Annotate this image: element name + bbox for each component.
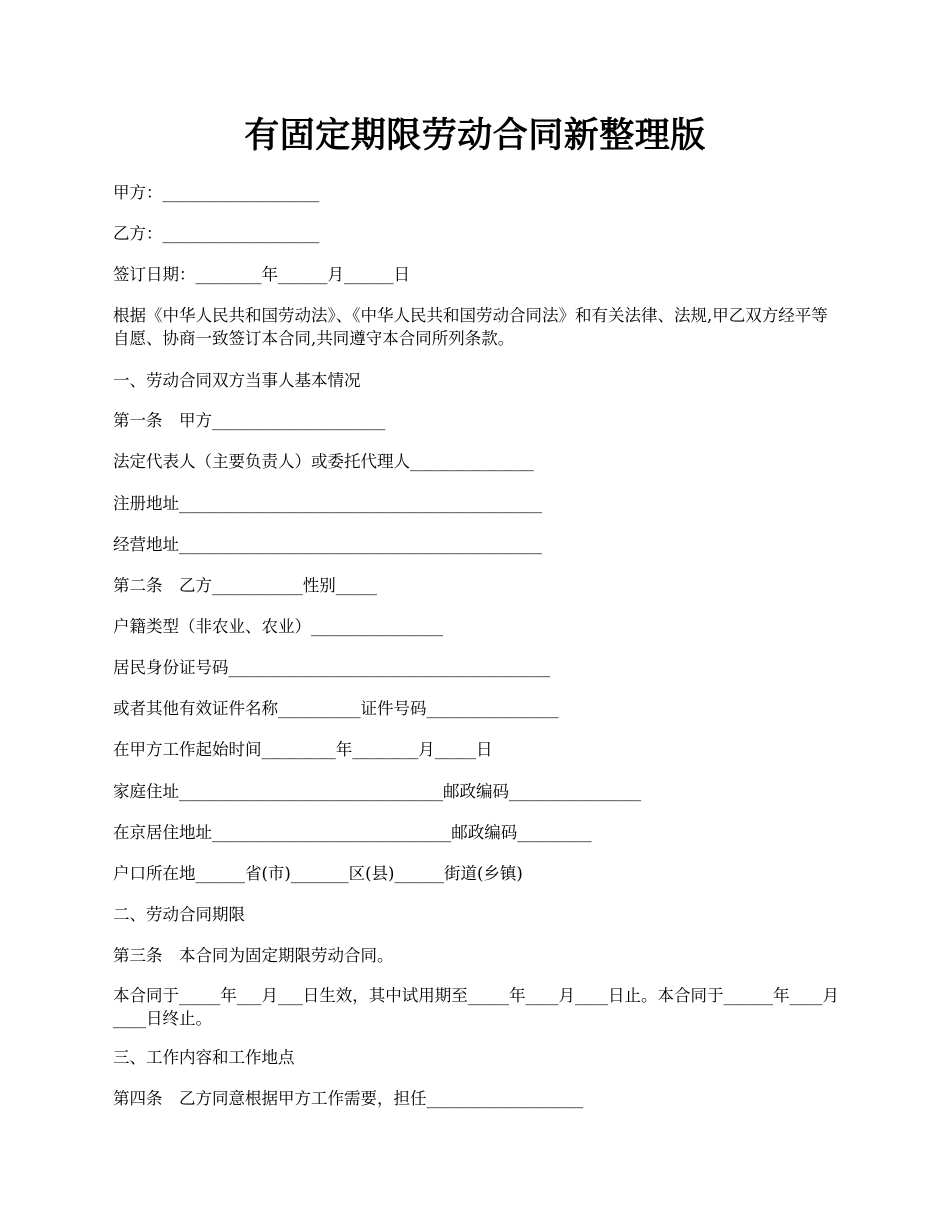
- business-address-line: 经营地址____________________________________________: [113, 535, 542, 554]
- article-1-line: 第一条 甲方_____________________: [113, 411, 386, 430]
- registered-address-line: 注册地址____________________________________________: [113, 494, 542, 513]
- beijing-address-line: 在京居住地址_____________________________邮政编码_________: [113, 823, 592, 842]
- party-a-line: 甲方：___________________: [113, 183, 320, 202]
- article-4-line: 第四条 乙方同意根据甲方工作需要，担任___________________: [113, 1089, 584, 1108]
- document-title: 有固定期限劳动合同新整理版: [244, 115, 706, 156]
- article-3-line: 第三条 本合同为固定期限劳动合同。: [113, 946, 394, 965]
- section-heading-2: 二、劳动合同期限: [113, 905, 245, 924]
- other-certificate-line: 或者其他有效证件名称__________证件号码________________: [113, 699, 559, 718]
- id-number-line: 居民身份证号码_______________________________________: [113, 658, 551, 677]
- article-2-line: 第二条 乙方___________性别_____: [113, 576, 377, 595]
- legal-representative-line: 法定代表人（主要负责人）或委托代理人_______________: [113, 452, 534, 471]
- household-type-line: 户籍类型（非农业、农业）________________: [113, 617, 443, 636]
- section-heading-1: 一、劳动合同双方当事人基本情况: [113, 371, 361, 390]
- section-heading-3: 三、工作内容和工作地点: [113, 1048, 295, 1067]
- home-address-line: 家庭住址________________________________邮政编码________________: [113, 782, 641, 801]
- contract-term-paragraph: 本合同于_____年___月___日生效，其中试用期至_____年____月____日止。本合同于______年____月____日终止。: [113, 986, 839, 1028]
- signing-date-line: 签订日期：________年______月______日: [113, 265, 410, 284]
- party-b-line: 乙方：___________________: [113, 224, 320, 243]
- preamble-paragraph: 根据《中华人民共和国劳动法》、《中华人民共和国劳动合同法》和有关法律、法规,甲乙双方经平等自愿、协商一致签订本合同,共同遵守本合同所列条款。: [113, 306, 828, 348]
- hukou-location-line: 户口所在地______省(市)_______区(县)______街道(乡镇): [113, 864, 523, 883]
- employment-start-line: 在甲方工作起始时间_________年________月_____日: [113, 740, 493, 759]
